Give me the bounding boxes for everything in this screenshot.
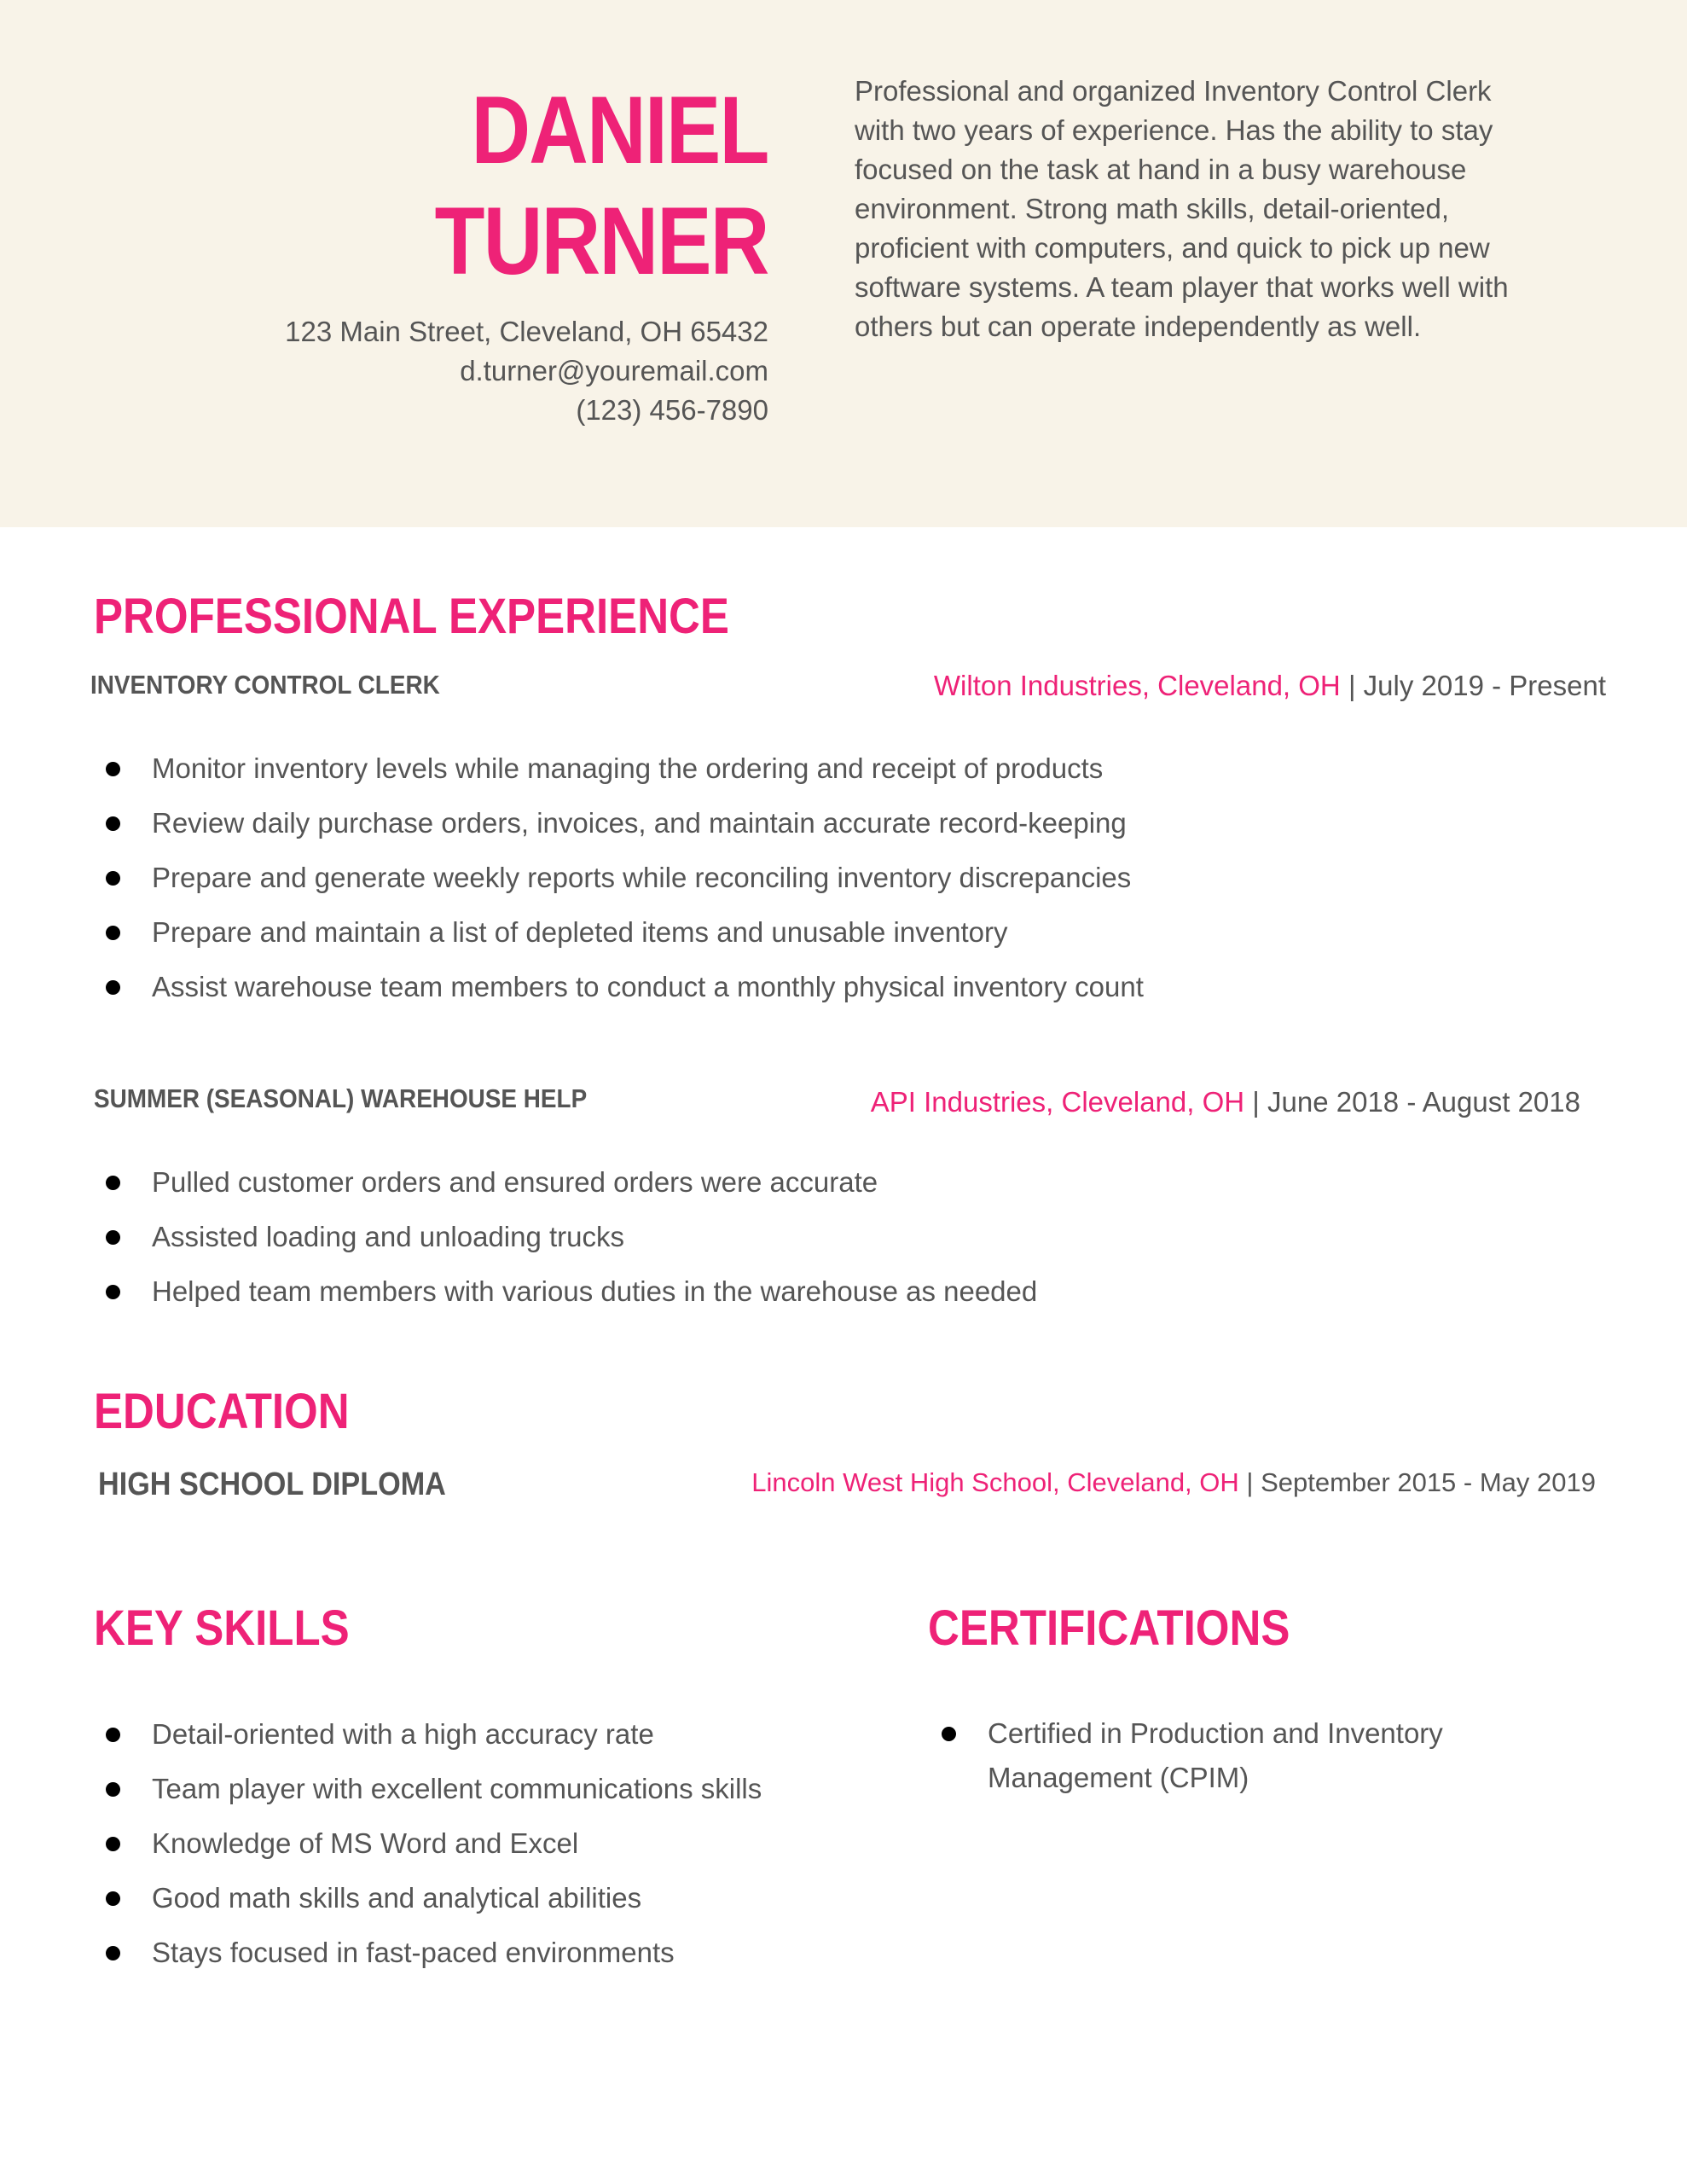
first-name: DANIEL [471, 77, 768, 183]
email: d.turner@youremail.com [460, 355, 768, 386]
list-item: Knowledge of MS Word and Excel [94, 1826, 762, 1862]
phone: (123) 456-7890 [576, 394, 768, 426]
certifications-heading: CERTIFICATIONS [928, 1600, 1290, 1656]
education-meta [751, 1465, 1596, 1501]
list-item: Stays focused in fast-paced environments [94, 1935, 762, 1971]
bullet-icon [106, 1837, 120, 1851]
contact-info [285, 312, 768, 430]
job-meta [871, 1084, 1580, 1120]
candidate-name [435, 75, 768, 297]
skills-list [94, 1716, 762, 1989]
last-name: TURNER [434, 188, 768, 294]
education-dates: | September 2015 - May 2019 [1246, 1467, 1596, 1497]
certifications-list [930, 1711, 1527, 1819]
list-item: Review daily purchase orders, invoices, and maintain accurate record-keeping [94, 805, 1144, 841]
job-title: INVENTORY CONTROL CLERK [90, 670, 440, 700]
list-item: Pulled customer orders and ensured orders were accurate [94, 1165, 1037, 1200]
list-item: Monitor inventory levels while managing the ordering and receipt of products [94, 751, 1144, 787]
bullet-icon [942, 1727, 956, 1741]
bullet-icon [106, 980, 120, 995]
skills-heading: KEY SKILLS [94, 1600, 350, 1656]
job-title: SUMMER (SEASONAL) WAREHOUSE HELP [94, 1083, 588, 1113]
bullet-icon [106, 816, 120, 831]
list-item: Certified in Production and Inventory Management (CPIM) [930, 1711, 1527, 1800]
list-item: Prepare and maintain a list of depleted items and unusable inventory [94, 915, 1144, 950]
bullet-icon [106, 1946, 120, 1960]
bullet-icon [106, 1285, 120, 1299]
bullet-icon [106, 926, 120, 940]
bullet-icon [106, 1176, 120, 1190]
summary: Professional and organized Inventory Control Clerk with two years of experience. Has the ability to stay focused on the task at hand in a busy warehouse environment. Strong math skills, detail-oriented, proficient with computers, and quick to pick up new software systems. A team player that works well with others but can operate independently as well. [855, 75, 1509, 342]
list-item: Assisted loading and unloading trucks [94, 1219, 1037, 1255]
list-item: Team player with excellent communications skills [94, 1771, 762, 1807]
bullet-icon [106, 1230, 120, 1245]
bullet-icon [106, 871, 120, 886]
list-item: Detail-oriented with a high accuracy rate [94, 1716, 762, 1752]
education-heading: EDUCATION [94, 1384, 350, 1439]
address: 123 Main Street, Cleveland, OH 65432 [285, 316, 768, 347]
school: Lincoln West High School, Cleveland, OH [751, 1467, 1239, 1497]
job-dates: | June 2018 - August 2018 [1252, 1086, 1580, 1118]
header-band [0, 0, 1687, 527]
job-company: Wilton Industries, Cleveland, OH [933, 670, 1341, 701]
bullet-icon [106, 762, 120, 776]
experience-heading: PROFESSIONAL EXPERIENCE [94, 589, 729, 644]
list-item: Helped team members with various duties in the warehouse as needed [94, 1274, 1037, 1310]
degree: HIGH SCHOOL DIPLOMA [98, 1467, 446, 1502]
job-company: API Industries, Cleveland, OH [870, 1086, 1245, 1118]
bullet-icon [106, 1728, 120, 1742]
bullet-icon [106, 1891, 120, 1906]
job-bullets [94, 751, 1144, 1024]
job-meta [934, 668, 1606, 704]
job-bullets [94, 1165, 1037, 1328]
list-item: Good math skills and analytical abilities [94, 1880, 762, 1916]
list-item: Assist warehouse team members to conduct a monthly physical inventory count [94, 969, 1144, 1005]
list-item: Prepare and generate weekly reports while reconciling inventory discrepancies [94, 860, 1144, 896]
bullet-icon [106, 1782, 120, 1797]
job-dates: | July 2019 - Present [1348, 670, 1606, 701]
